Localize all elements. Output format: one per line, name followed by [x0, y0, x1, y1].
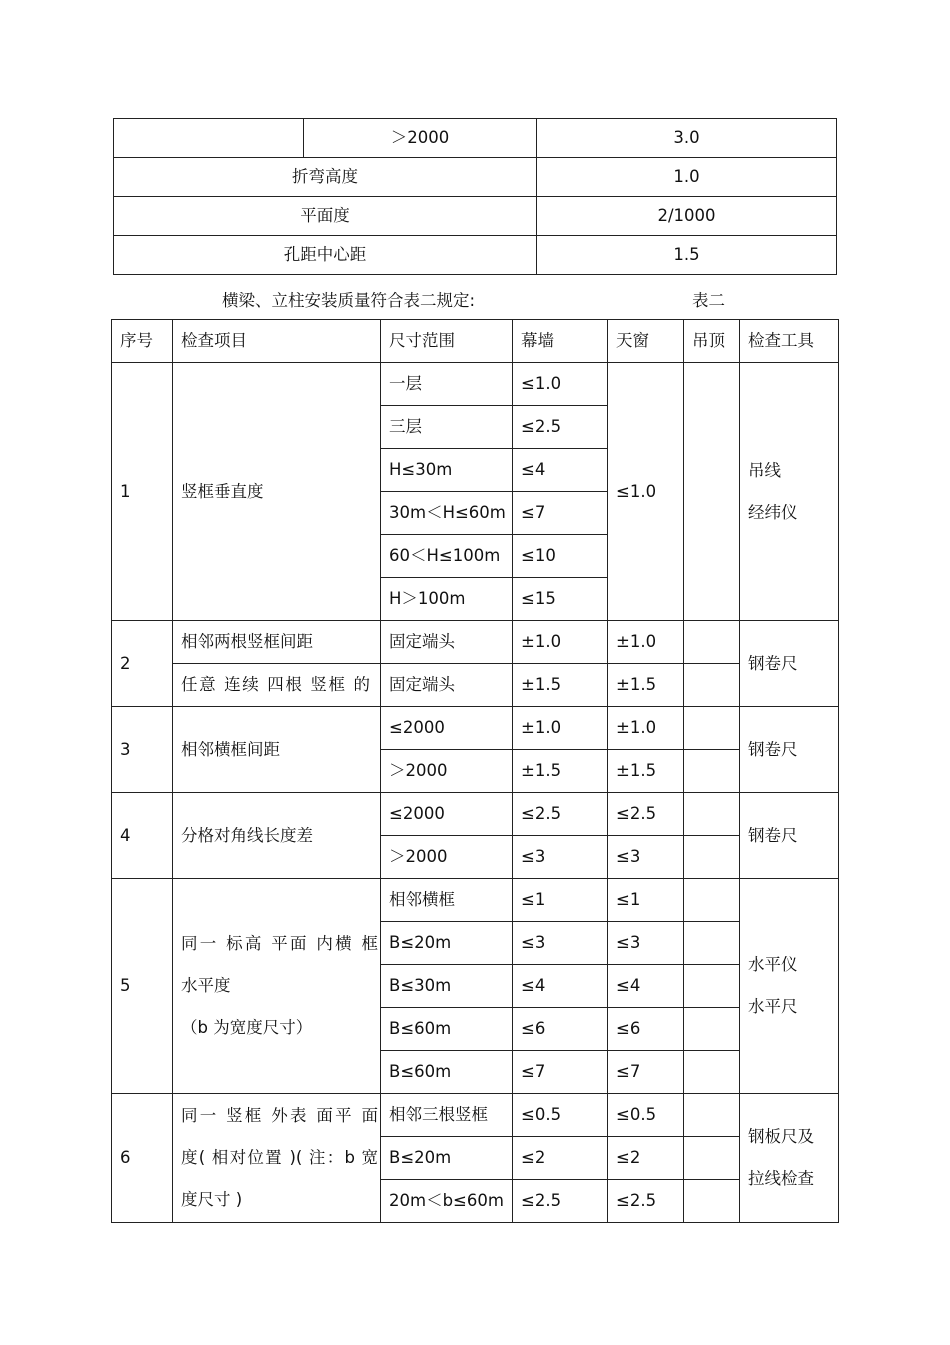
- table-row: [112, 793, 839, 836]
- curtain-wall-value: ≤2.5: [513, 406, 608, 449]
- check-item: 任意 连续 四根 竖框 的: [173, 664, 381, 707]
- size-range: ≤2000: [381, 707, 513, 750]
- table-cell: 折弯高度: [114, 158, 537, 197]
- curtain-wall-value: ≤2.5: [513, 1180, 608, 1223]
- header-cell: 检查工具: [740, 320, 839, 363]
- size-range: 相邻三根竖框: [381, 1094, 513, 1137]
- item-line: （b 为宽度尺寸）: [181, 1018, 313, 1037]
- table-row: [112, 664, 839, 707]
- header-cell: 尺寸范围: [381, 320, 513, 363]
- skylight-value: ±1.0: [608, 621, 684, 664]
- check-item: 相邻两根竖框间距: [173, 621, 381, 664]
- size-range: 固定端头: [381, 664, 513, 707]
- ceiling-value: [684, 621, 740, 664]
- size-range: 30m＜H≤60m: [381, 492, 513, 535]
- header-cell: 幕墙: [513, 320, 608, 363]
- ceiling-value: [684, 836, 740, 879]
- header-cell: 序号: [112, 320, 173, 363]
- check-tool: [740, 1094, 839, 1223]
- check-item: 相邻横框间距: [173, 707, 381, 793]
- item-line: 水平度: [181, 976, 231, 995]
- ceiling-value: [684, 707, 740, 750]
- table-caption: 横梁、立柱安装质量符合表二规定:: [222, 291, 476, 310]
- check-item: [173, 1094, 381, 1223]
- ceiling-value: [684, 363, 740, 621]
- tool-line: 拉线检查: [748, 1169, 814, 1188]
- skylight-value: ≤3: [608, 836, 684, 879]
- curtain-wall-value: ≤3: [513, 836, 608, 879]
- curtain-wall-value: ≤1: [513, 879, 608, 922]
- skylight-value: ±1.0: [608, 707, 684, 750]
- table-cell: 平面度: [114, 197, 537, 236]
- ceiling-value: [684, 750, 740, 793]
- table-row: [114, 158, 837, 197]
- item-line: 度尺寸 ): [181, 1190, 243, 1209]
- skylight-value: ≤4: [608, 965, 684, 1008]
- item-line: 度( 相对位置 )( 注：b 宽: [181, 1148, 378, 1167]
- table-row: [114, 197, 837, 236]
- table-row: [112, 707, 839, 750]
- ceiling-value: [684, 793, 740, 836]
- table-cell: 3.0: [537, 119, 837, 158]
- header-cell: 天窗: [608, 320, 684, 363]
- table-header-row: [112, 320, 839, 363]
- row-number: 6: [112, 1094, 173, 1223]
- ceiling-value: [684, 1180, 740, 1223]
- curtain-wall-value: ≤15: [513, 578, 608, 621]
- skylight-value: ≤2.5: [608, 793, 684, 836]
- curtain-wall-value: ±1.5: [513, 664, 608, 707]
- ceiling-value: [684, 965, 740, 1008]
- size-range: B≤60m: [381, 1008, 513, 1051]
- size-range: B≤20m: [381, 1137, 513, 1180]
- ceiling-value: [684, 1008, 740, 1051]
- curtain-wall-value: ≤2.5: [513, 793, 608, 836]
- install-quality-table: [111, 319, 839, 1223]
- size-range: H＞100m: [381, 578, 513, 621]
- curtain-wall-value: ≤7: [513, 492, 608, 535]
- table-row: [112, 1094, 839, 1137]
- table-cell: 2/1000: [537, 197, 837, 236]
- tolerance-table-top: [113, 118, 837, 275]
- table-row: [114, 236, 837, 275]
- table-row: [112, 621, 839, 664]
- skylight-value: ≤1: [608, 879, 684, 922]
- item-line: 同一 标高 平面 内横 框: [181, 934, 378, 953]
- row-number: 2: [112, 621, 173, 707]
- size-range: ≤2000: [381, 793, 513, 836]
- check-tool: 钢卷尺: [740, 793, 839, 879]
- size-range: H≤30m: [381, 449, 513, 492]
- curtain-wall-value: ±1.5: [513, 750, 608, 793]
- item-line: 同一 竖框 外表 面平 面: [181, 1106, 378, 1125]
- row-number: 5: [112, 879, 173, 1094]
- skylight-value: ±1.5: [608, 750, 684, 793]
- curtain-wall-value: ≤6: [513, 1008, 608, 1051]
- ceiling-value: [684, 664, 740, 707]
- size-range: 一层: [381, 363, 513, 406]
- tool-line: 经纬仪: [748, 502, 798, 522]
- table-cell: 孔距中心距: [114, 236, 537, 275]
- size-range: 相邻横框: [381, 879, 513, 922]
- curtain-wall-value: ≤0.5: [513, 1094, 608, 1137]
- size-range: B≤20m: [381, 922, 513, 965]
- table-cell: ＞2000: [304, 119, 537, 158]
- skylight-value: ≤3: [608, 922, 684, 965]
- ceiling-value: [684, 1051, 740, 1094]
- curtain-wall-value: ≤1.0: [513, 363, 608, 406]
- size-range: 60＜H≤100m: [381, 535, 513, 578]
- check-item: 分格对角线长度差: [173, 793, 381, 879]
- table-cell: 1.0: [537, 158, 837, 197]
- header-cell: 吊顶: [684, 320, 740, 363]
- size-range: ＞2000: [381, 836, 513, 879]
- curtain-wall-value: ±1.0: [513, 621, 608, 664]
- skylight-value: ≤1.0: [608, 363, 684, 621]
- size-range: B≤60m: [381, 1051, 513, 1094]
- tool-line: 吊线: [748, 460, 781, 480]
- check-tool: [740, 879, 839, 1094]
- size-range: 固定端头: [381, 621, 513, 664]
- check-tool: 钢卷尺: [740, 707, 839, 793]
- table-row: [112, 363, 839, 406]
- skylight-value: ≤2.5: [608, 1180, 684, 1223]
- size-range: ＞2000: [381, 750, 513, 793]
- curtain-wall-value: ≤3: [513, 922, 608, 965]
- curtain-wall-value: ≤10: [513, 535, 608, 578]
- check-tool: 钢卷尺: [740, 621, 839, 707]
- tool-line: 水平仪: [748, 955, 798, 974]
- ceiling-value: [684, 1094, 740, 1137]
- ceiling-value: [684, 879, 740, 922]
- skylight-value: ≤2: [608, 1137, 684, 1180]
- ceiling-value: [684, 1137, 740, 1180]
- row-number: 3: [112, 707, 173, 793]
- table-cell: 1.5: [537, 236, 837, 275]
- check-tool: [740, 363, 839, 621]
- ceiling-value: [684, 922, 740, 965]
- curtain-wall-value: ≤4: [513, 449, 608, 492]
- table-number: 表二: [692, 291, 725, 310]
- curtain-wall-value: ≤7: [513, 1051, 608, 1094]
- tool-line: 钢板尺及: [748, 1127, 814, 1146]
- size-range: 三层: [381, 406, 513, 449]
- header-cell: 检查项目: [173, 320, 381, 363]
- skylight-value: ≤6: [608, 1008, 684, 1051]
- curtain-wall-value: ≤4: [513, 965, 608, 1008]
- check-item: 竖框垂直度: [173, 363, 381, 621]
- size-range: 20m＜b≤60m: [381, 1180, 513, 1223]
- check-item: [173, 879, 381, 1094]
- curtain-wall-value: ≤2: [513, 1137, 608, 1180]
- table-cell: [114, 119, 304, 158]
- size-range: B≤30m: [381, 965, 513, 1008]
- skylight-value: ±1.5: [608, 664, 684, 707]
- tool-line: 水平尺: [748, 997, 798, 1016]
- row-number: 1: [112, 363, 173, 621]
- skylight-value: ≤7: [608, 1051, 684, 1094]
- row-number: 4: [112, 793, 173, 879]
- skylight-value: ≤0.5: [608, 1094, 684, 1137]
- table-row: [112, 879, 839, 922]
- curtain-wall-value: ±1.0: [513, 707, 608, 750]
- table-row: [114, 119, 837, 158]
